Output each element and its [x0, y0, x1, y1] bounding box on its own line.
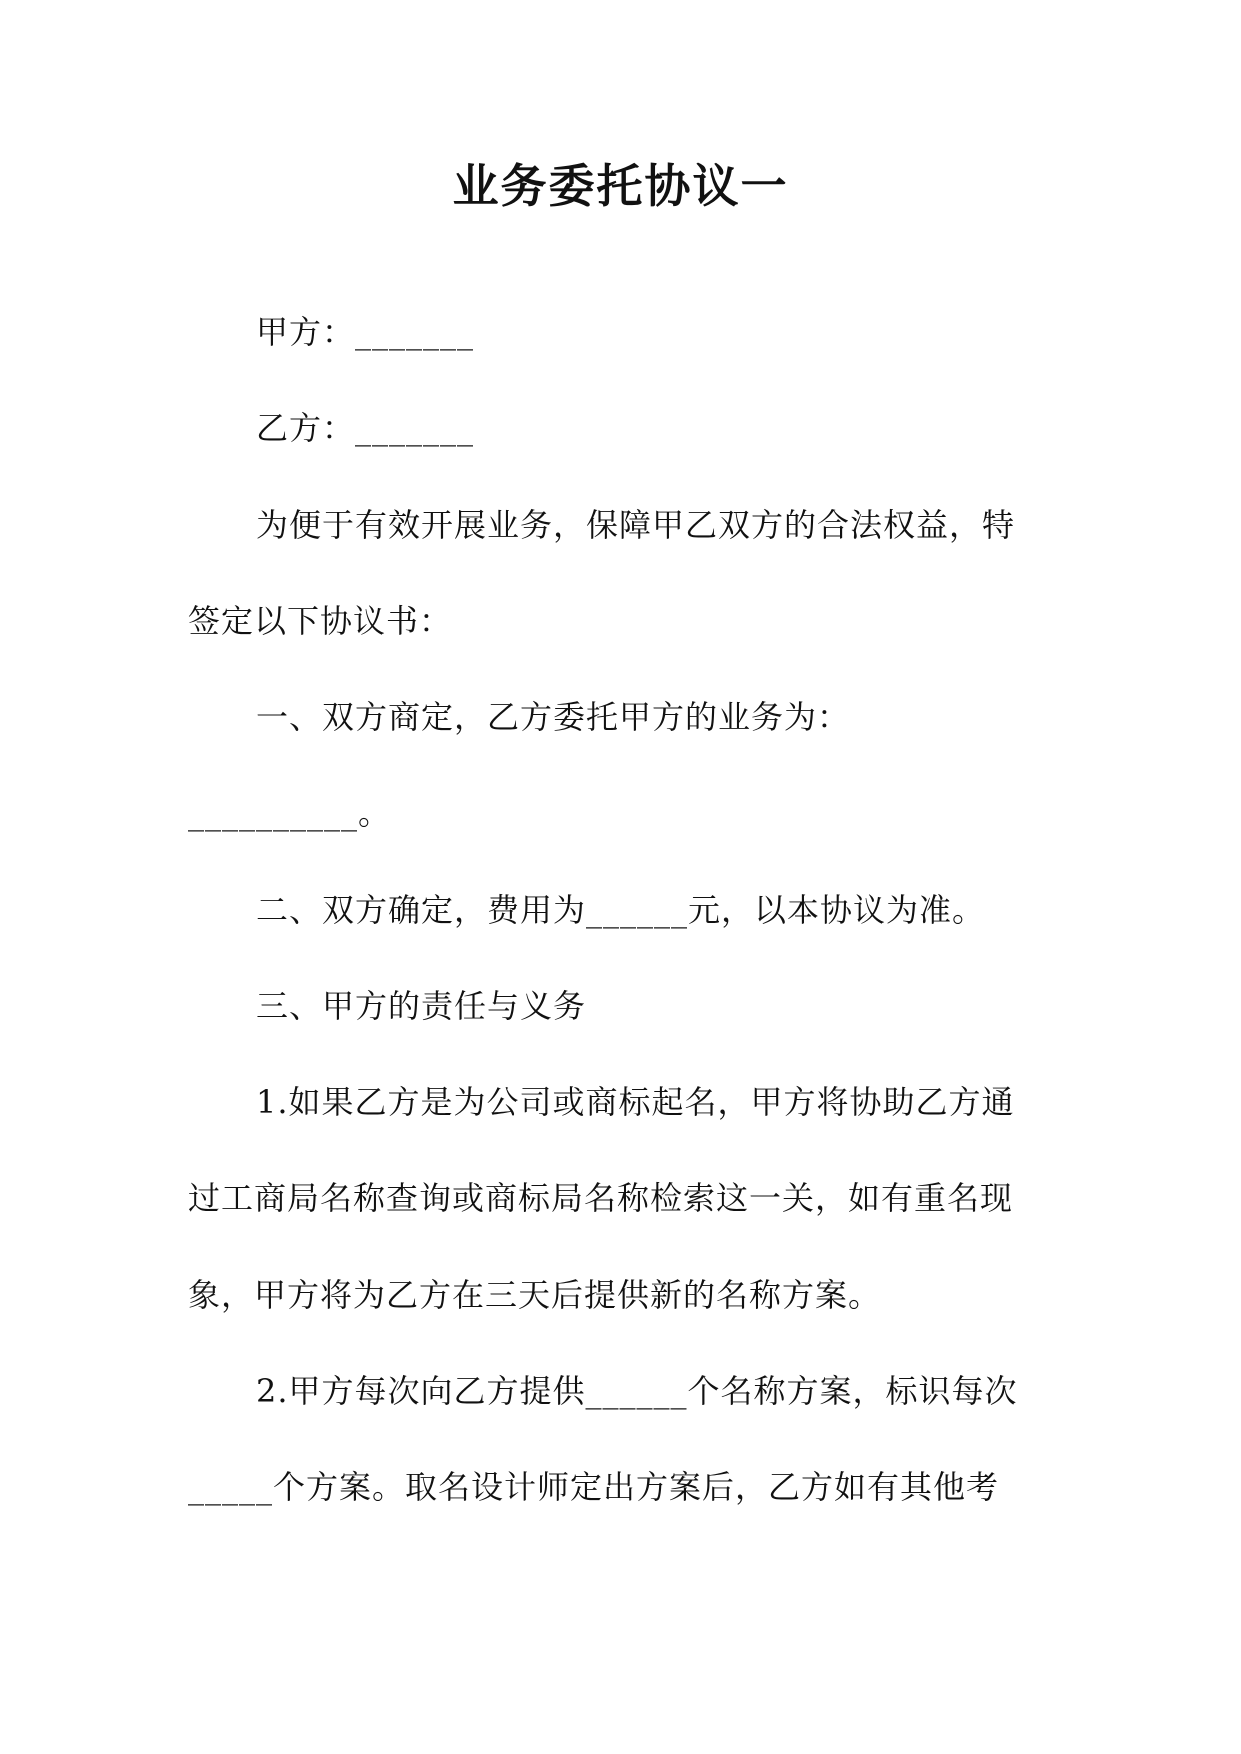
document-title: 业务委托协议一: [452, 159, 789, 213]
clause-2-line: 二、双方确定，费用为______元，以本协议为准。: [256, 891, 986, 929]
preamble-line-1: 为便于有效开展业务，保障甲乙双方的合法权益，特: [256, 506, 1016, 544]
item-1-line-3: 象，甲方将为乙方在三天后提供新的名称方案。: [188, 1276, 882, 1314]
item-2-line-2: _____个方案。取名设计师定出方案后，乙方如有其他考: [188, 1468, 1000, 1506]
clause-1-line-1: 一、双方商定，乙方委托甲方的业务为：: [256, 698, 851, 736]
clause-1-line-2: __________。: [188, 794, 392, 832]
party-b-line: 乙方：_______: [256, 409, 475, 447]
item-1-line-2: 过工商局名称查询或商标局名称检索这一关，如有重名现: [188, 1179, 1014, 1217]
item-1-line-1: 1.如果乙方是为公司或商标起名，甲方将协助乙方通: [256, 1083, 1015, 1121]
preamble-line-2: 签定以下协议书：: [188, 602, 453, 640]
item-2-line-1: 2.甲方每次向乙方提供______个名称方案，标识每次: [256, 1372, 1018, 1410]
clause-3-heading: 三、甲方的责任与义务: [256, 987, 587, 1025]
party-a-line: 甲方：_______: [256, 313, 475, 351]
